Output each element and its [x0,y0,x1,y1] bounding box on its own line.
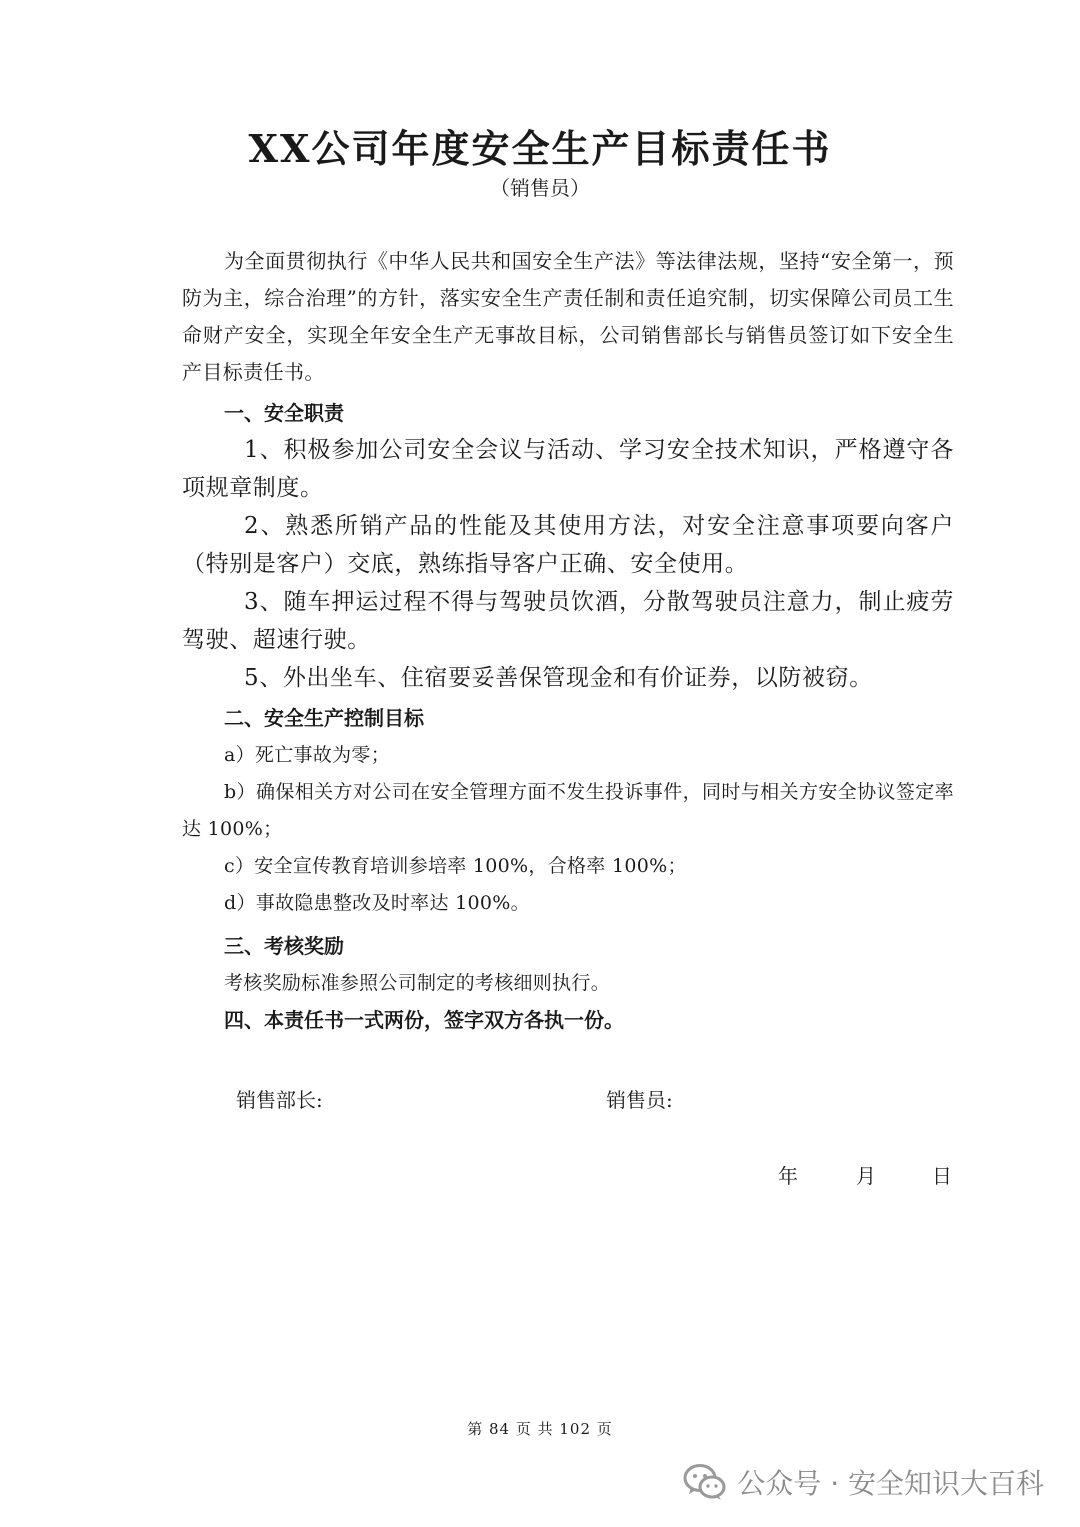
date-year: 年 [778,1164,798,1188]
signature-right: 销售员: [606,1088,673,1112]
intro-paragraph: 为全面贯彻执行《中华人民共和国安全生产法》等法律法规，坚持“安全第一，预防为主，综合治理”的方针，落实安全生产责任制和责任追究制，切实保障公司员工生命财产安全，实现全年安全生产无事故目标，公司销售部长与销售员签订如下安全生产目标责任书。 [182,249,954,384]
section1-items [182,431,954,697]
watermark [683,1462,1044,1502]
section3-heading: 三、考核奖励 [224,934,344,958]
section1-heading: 一、安全职责 [224,401,344,425]
signature-left: 销售部长: [236,1088,323,1112]
date-month: 月 [856,1164,876,1188]
list-item: c）安全宣传教育培训参培率 100%，合格率 100%； [224,855,687,877]
section2 [182,700,954,922]
section1 [182,395,954,432]
section3 [182,928,954,1039]
wechat-icon [683,1462,727,1502]
list-item: 1、积极参加公司安全会议与活动、学习安全技术知识，严格遵守各项规章制度。 [182,437,954,501]
list-item: d）事故隐患整改及时率达 100%。 [224,892,530,914]
watermark-text: 公众号 · 安全知识大百科 [737,1467,1044,1500]
list-item: 2、熟悉所销产品的性能及其使用方法，对安全注意事项要向客户（特别是客户）交底，熟练指导客户正确、安全使用。 [182,513,954,577]
list-item: 3、随车押运过程不得与驾驶员饮酒，分散驾驶员注意力，制止疲劳驾驶、超速行驶。 [182,589,954,653]
document-title: XX公司年度安全生产目标责任书 [248,126,832,171]
list-item: a）死亡事故为零； [224,744,391,766]
section4-heading: 四、本责任书一式两份，签字双方各执一份。 [224,1008,624,1032]
document-subtitle: （销售员） [490,176,590,200]
section2-heading: 二、安全生产控制目标 [224,706,424,730]
list-item: 5、外出坐车、住宿要妥善保管现金和有价证券，以防被窃。 [244,665,873,691]
date-day: 日 [932,1164,952,1188]
page-number: 第 84 页 共 102 页 [467,1420,613,1438]
list-item: b）确保相关方对公司在安全管理方面不发生投诉事件，同时与相关方安全协议签定率达 100%； [182,781,954,840]
intro-block [182,243,954,391]
section3-text: 考核奖励标准参照公司制定的考核细则执行。 [224,972,611,994]
